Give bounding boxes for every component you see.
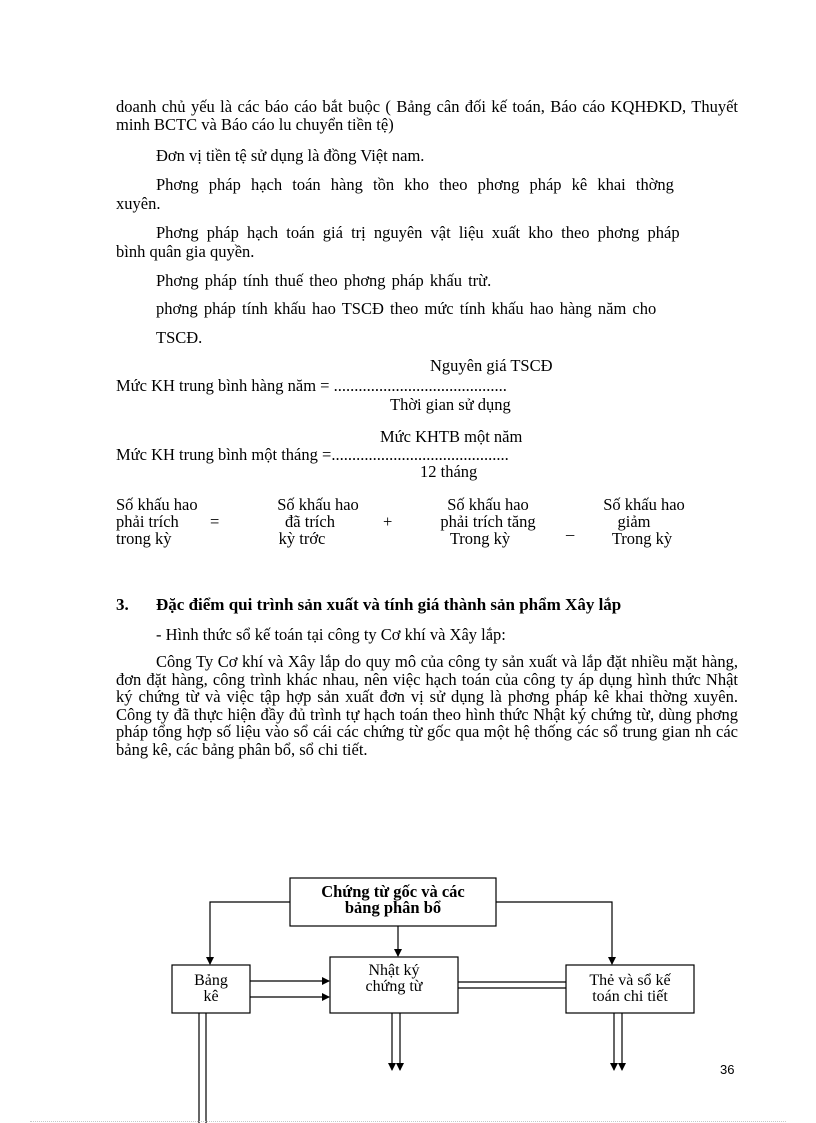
box-summary-sheet-line1: Bảng: [194, 972, 228, 989]
formula-yearly-denominator: Thời gian sử dụng: [390, 395, 511, 414]
formula-yearly-label: Mức KH trung bình hàng năm =: [116, 376, 334, 395]
box-source-documents-line1: Chứng từ gốc và các: [321, 882, 465, 901]
paragraph-inventory-line1: Phơng pháp hạch toán hàng tồn kho theo phơng pháp kê khai thờng: [156, 175, 674, 194]
paragraph-tax: Phơng pháp tính thuế theo phơng pháp khấu trừ.: [156, 271, 492, 290]
section-number: 3.: [116, 595, 129, 614]
box-detail-ledger-line2: toán chi tiết: [592, 988, 668, 1005]
formula-col3-line2: phải trích tăng: [440, 512, 536, 531]
paragraph-intro: doanh chủ yếu là các báo cáo bắt buộc ( Bảng cân đối kế toán, Báo cáo KQHĐKD, Thuyết minh BCTC và Báo cáo lu chuyển tiền tệ): [116, 97, 738, 134]
formula-yearly-numerator: Nguyên giá TSCĐ: [430, 356, 553, 375]
box-journal-label: [330, 963, 458, 995]
box-summary-sheet-line2: kê: [203, 988, 219, 1005]
arrow-top-to-right: [496, 902, 612, 964]
box-source-documents-line2: bảng phân bổ: [344, 898, 442, 917]
formula-op-equals: =: [210, 512, 220, 531]
formula-col1-line1: Số khấu hao: [116, 495, 198, 514]
section-body: Công Ty Cơ khí và Xây lắp do quy mô của công ty sản xuất và lắp đặt nhiều mặt hàng, đơn đặt hàng, công trình khác nhau, nên việc hạch toán của công ty áp dụng hình thức Nhật ký chứng từ và việc tập hợp sản xuất đơn vị sử dụng là phơng pháp kê khai thờng xuyên. Công ty đã thực hiện đầy đủ trình tự hạch toán theo hình thức Nhật ký chứng từ, dùng phơng pháp tổng hợp số liệu vào sổ cái các chứng từ gốc qua một hệ thống các sổ trung gian nh các bảng kê, các bảng phân bổ, sổ chi tiết.: [116, 652, 738, 759]
formula-monthly-numerator: Mức KHTB một năm: [380, 427, 523, 446]
box-source-documents-label: [290, 884, 496, 916]
section-title: Đặc điểm qui trình sản xuất và tính giá thành sản phẩm Xây lắp: [156, 595, 622, 614]
paragraph-currency: Đơn vị tiền tệ sử dụng là đồng Việt nam.: [156, 146, 425, 165]
paragraph-materials-line1: Phơng pháp hạch toán giá trị nguyên vật liệu xuất kho theo phơng pháp: [156, 223, 680, 242]
box-detail-ledger-line1: Thẻ và sổ kế: [589, 972, 671, 989]
formula-op-minus: _: [566, 519, 575, 538]
formula-col2-line1: Số khấu hao: [277, 495, 359, 514]
formula-col1-line2: phải trích: [116, 512, 179, 531]
arrow-top-to-left: [210, 902, 290, 964]
formula-monthly-label: Mức KH trung bình một tháng =: [116, 445, 332, 464]
box-detail-ledger-label: [566, 973, 694, 1005]
box-journal-line1: Nhật ký: [368, 962, 420, 979]
formula-col1-line3: trong kỳ: [116, 529, 172, 548]
formula-col3-line1: Số khấu hao: [447, 495, 529, 514]
formula-col2-line3: kỳ trớc: [278, 529, 326, 548]
page-bottom-rule: [30, 1121, 786, 1122]
formula-col4-line2: giảm: [617, 512, 651, 531]
paragraph-depreciation: phơng pháp tính khấu hao TSCĐ theo mức tính khấu hao hàng năm cho: [156, 299, 657, 318]
paragraph-inventory-line2: xuyên.: [116, 194, 161, 213]
formula-col2-line2: đã trích: [285, 512, 335, 531]
formula-monthly-denominator: 12 tháng: [420, 462, 478, 481]
paragraph-materials-line2: bình quân gia quyền.: [116, 242, 255, 261]
formula-col4-line3: Trong kỳ: [611, 529, 673, 548]
box-journal-line2: chứng từ: [365, 978, 423, 995]
formula-col3-line3: Trong kỳ: [449, 529, 511, 548]
page-number: 36: [720, 1062, 735, 1077]
formula-op-plus: +: [383, 512, 393, 531]
paragraph-tscd: TSCĐ.: [156, 328, 203, 347]
box-summary-sheet-label: [172, 973, 250, 1005]
section-subtitle: - Hình thức sổ kế toán tại công ty Cơ khí và Xây lắp:: [156, 625, 506, 644]
formula-yearly-dots: ..........................................: [333, 376, 507, 395]
formula-col4-line1: Số khấu hao: [603, 495, 685, 514]
formula-monthly-dots: ...........................................: [331, 445, 509, 464]
